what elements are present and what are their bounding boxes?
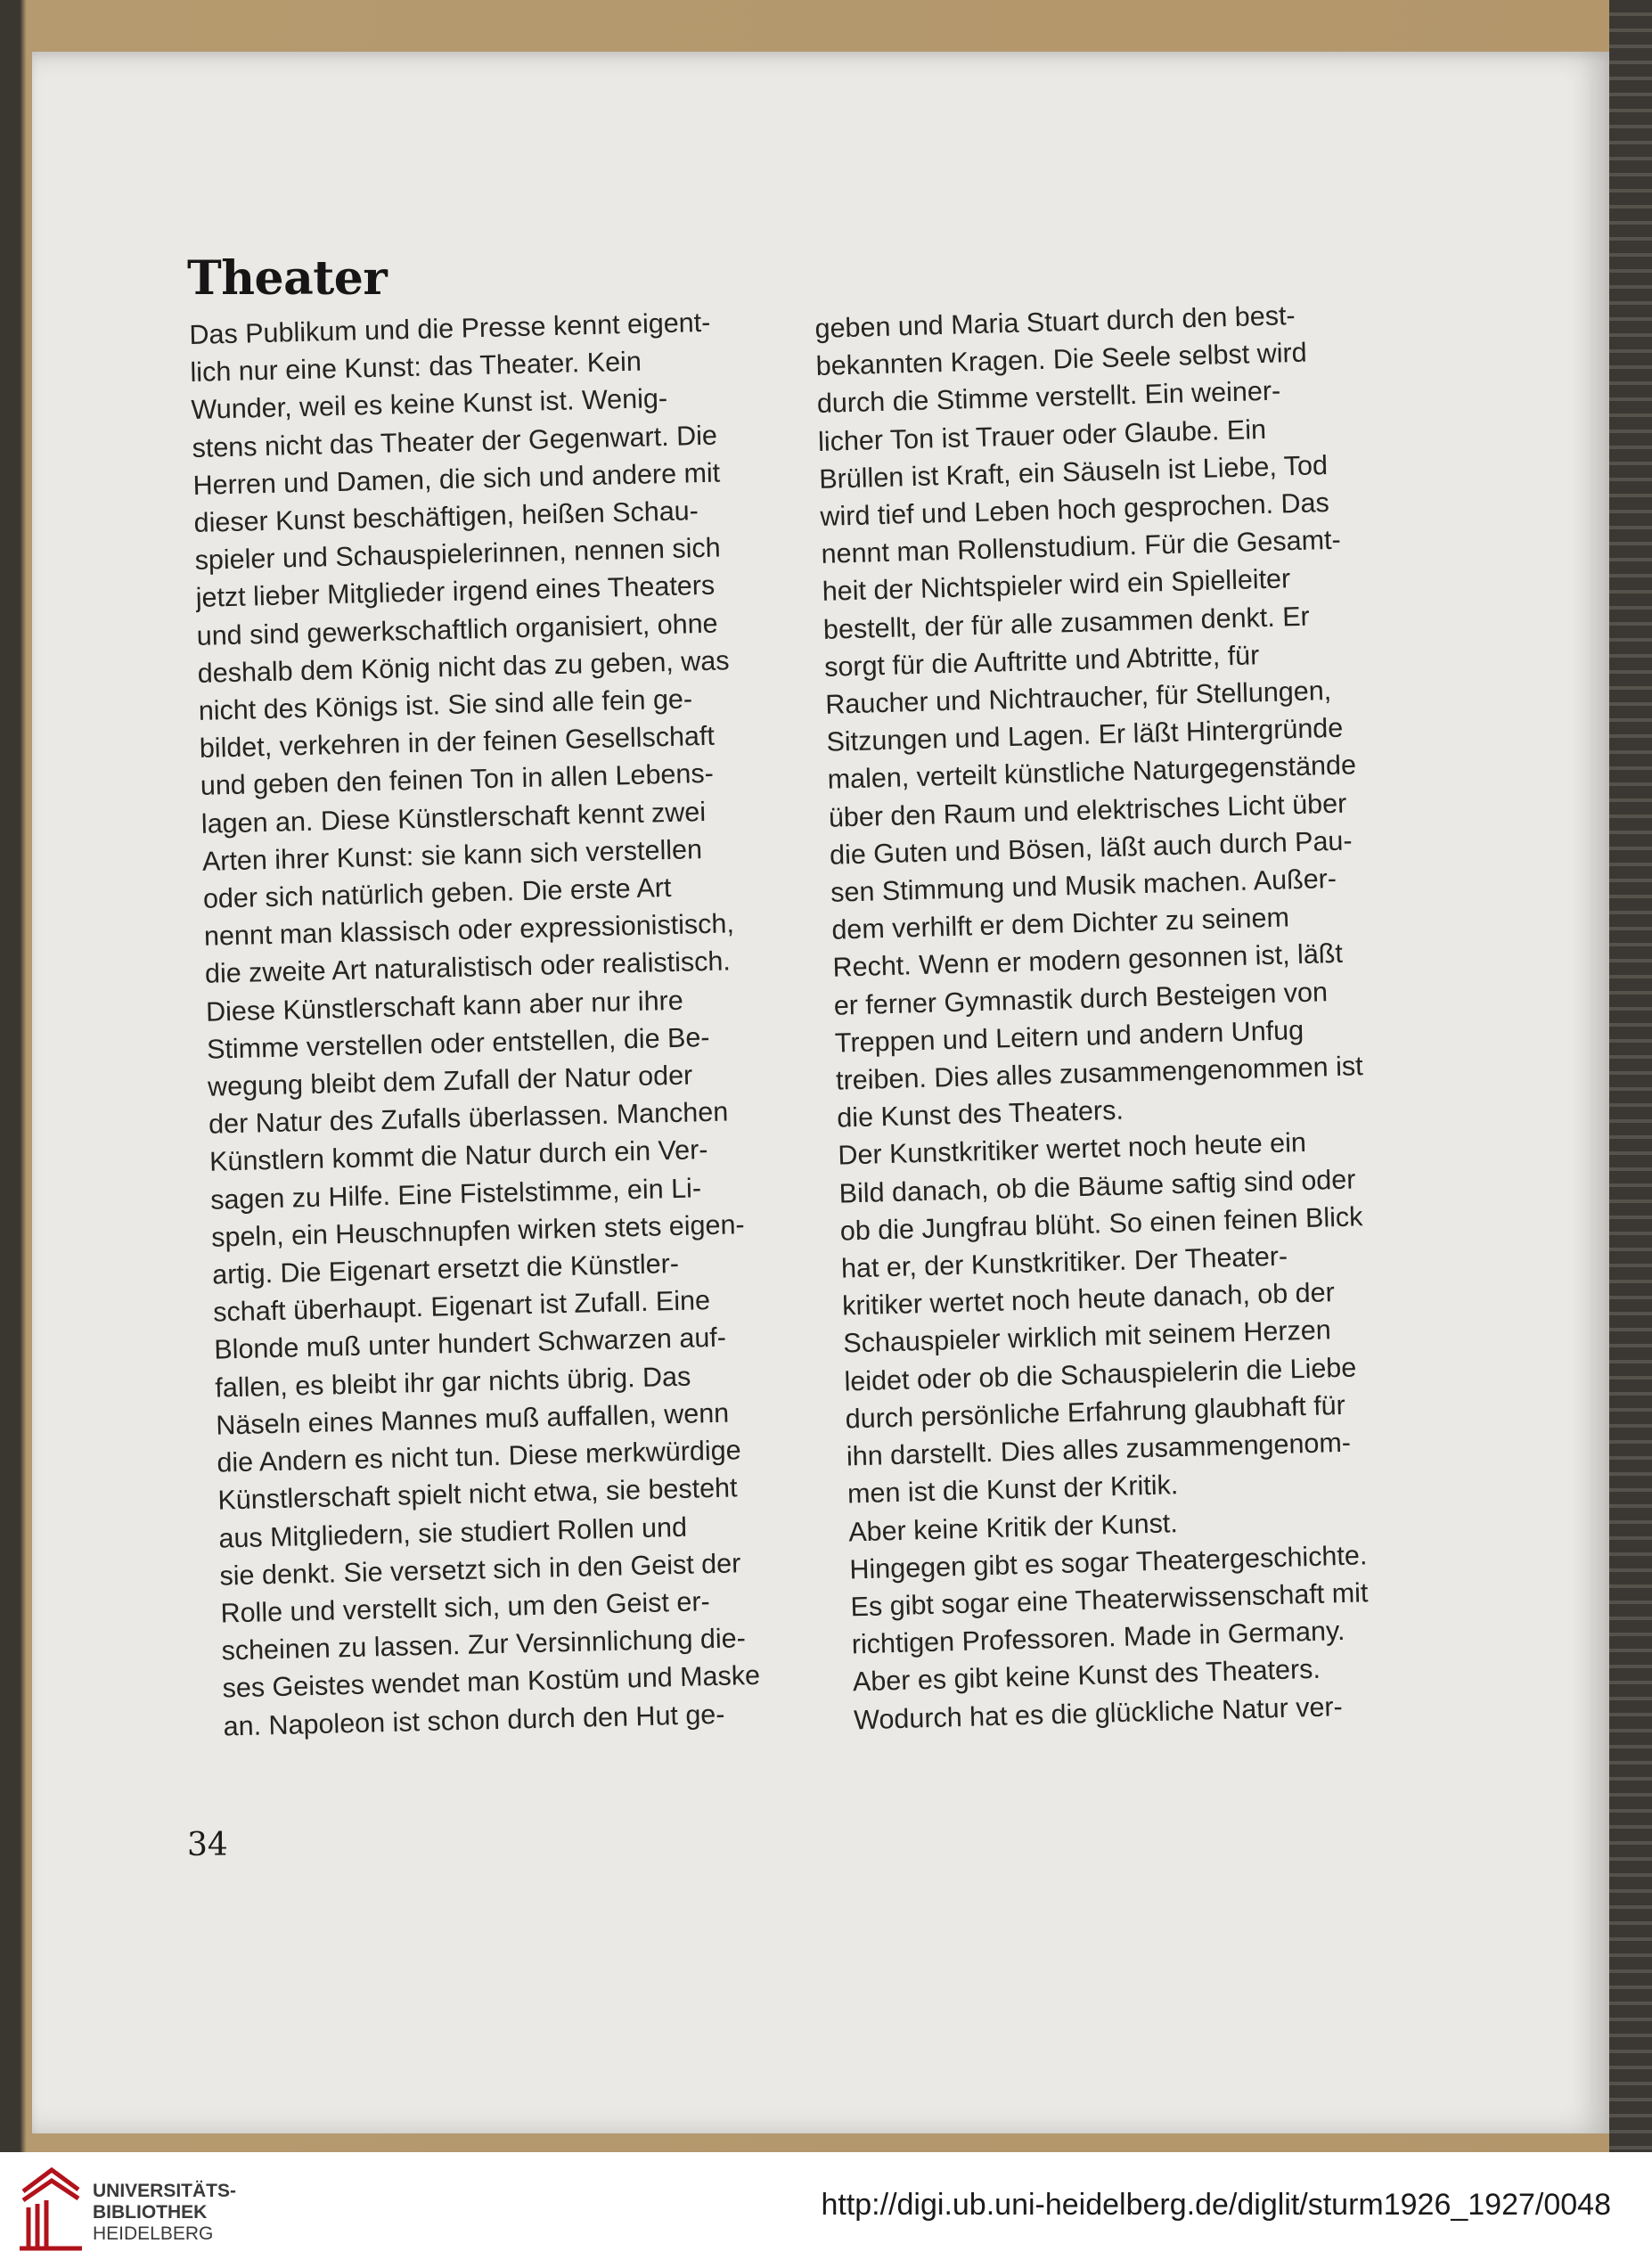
text-line: ihn darstellt. Dies alles zusammengenom- — [846, 1427, 1352, 1472]
text-line: Künstlern kommt die Natur durch ein Ver- — [209, 1134, 708, 1178]
text-line: hat er, der Kunstkritiker. Der Theater- — [840, 1240, 1288, 1284]
text-line: der Natur des Zufalls überlassen. Manchen — [208, 1096, 729, 1140]
text-line: sagen zu Hilfe. Eine Fistelstimme, ein Li- — [209, 1172, 702, 1216]
text-line: lich nur eine Kunst: das Theater. Kein — [190, 346, 642, 389]
text-line: Recht. Wenn er modern gesonnen ist, läßt — [832, 938, 1344, 984]
text-column-left — [189, 301, 838, 1745]
text-line: lagen an. Diese Künstlerschaft kennt zwei — [200, 796, 707, 839]
text-line: Aber es gibt keine Kunst des Theaters. — [852, 1654, 1321, 1698]
text-line: Herren und Damen, die sich und andere mit — [192, 457, 721, 501]
text-line: die Guten und Bösen, läßt auch durch Pau- — [829, 825, 1353, 871]
text-line: Stimme verstellen oder entstellen, die Be- — [206, 1021, 710, 1065]
text-line: sie denkt. Sie versetzt sich in den Geist der — [219, 1547, 741, 1592]
text-line: die Andern es nicht tun. Diese merkwürdige — [217, 1435, 741, 1478]
text-line: bildet, verkehren in der feinen Gesellschaft — [199, 720, 716, 765]
page-number: 34 — [187, 1827, 228, 1863]
text-line: fallen, es bleibt ihr gar nichts übrig. Das — [214, 1361, 691, 1404]
text-line: Diese Künstlerschaft kann aber nur ihre — [205, 985, 684, 1028]
text-line: bestellt, der für alle zusammen denkt. Er — [822, 601, 1311, 645]
text-line: aus Mitgliedern, sie studiert Rollen und — [218, 1511, 688, 1554]
text-line: dieser Kunst beschäftigen, heißen Schau- — [193, 495, 699, 538]
text-line: wegung bleibt dem Zufall der Natur oder — [207, 1060, 693, 1102]
logo-line-1: UNIVERSITÄTS- — [93, 2181, 237, 2201]
text-line: Künstlerschaft spielt nicht etwa, sie besteht — [217, 1472, 738, 1516]
text-line: Das Publikum und die Presse kennt eigent- — [189, 307, 711, 350]
text-line: scheinen zu lassen. Zur Versinnlichung die- — [221, 1623, 747, 1666]
text-line: Sitzungen und Lagen. Er läßt Hintergründe — [826, 712, 1344, 758]
text-line: Aber keine Kritik der Kunst. — [847, 1507, 1179, 1547]
logo-line-3: HEIDELBERG — [93, 2223, 214, 2244]
logo-line-2: BIBLIOTHEK — [93, 2202, 208, 2223]
text-line: Bild danach, ob die Bäume saftig sind oder — [838, 1164, 1356, 1209]
text-line: leidet oder ob die Schauspielerin die Liebe — [844, 1352, 1357, 1397]
text-line: Schauspieler wirklich mit seinem Herzen — [842, 1314, 1332, 1360]
text-line: durch die Stimme verstellt. Ein weiner- — [816, 375, 1281, 420]
text-line: Brüllen ist Kraft, ein Säuseln ist Liebe, Tod — [818, 449, 1329, 495]
text-line: schaft überhaupt. Eigenart ist Zufall. Eine — [212, 1285, 711, 1328]
text-line: nennt man Rollenstudium. Für die Gesamt- — [821, 524, 1342, 570]
text-line: ob die Jungfrau blüht. So einen feinen Blick — [839, 1201, 1363, 1247]
text-line: Wunder, weil es keine Kunst ist. Wenig- — [191, 383, 668, 426]
text-line: licher Ton ist Trauer oder Glaube. Ein — [817, 413, 1267, 457]
text-line: Raucher und Nichtraucher, für Stellungen, — [824, 675, 1332, 720]
text-line: ses Geistes wendet man Kostüm und Maske — [222, 1660, 761, 1704]
text-line: an. Napoleon ist schon durch den Hut ge- — [223, 1699, 725, 1742]
text-line: er ferner Gymnastik durch Besteigen von — [833, 976, 1329, 1021]
text-line: oder sich natürlich geben. Die erste Art — [202, 872, 672, 914]
text-line: Treppen und Leitern und andern Unfug — [834, 1014, 1304, 1059]
text-line: speln, ein Heuschnupfen wirken stets eigen- — [210, 1208, 745, 1253]
text-line: treiben. Dies alles zusammengenommen ist — [835, 1051, 1364, 1096]
text-line: und geben den feinen Ton in allen Lebens- — [200, 758, 715, 802]
library-logo-text — [93, 2181, 236, 2245]
text-line: heit der Nichtspieler wird ein Spielleiter — [822, 563, 1291, 608]
text-line: Rolle und verstellt sich, um den Geist er- — [220, 1586, 711, 1629]
page-title: Theater — [187, 251, 388, 306]
text-line: men ist die Kunst der Kritik. — [846, 1470, 1179, 1510]
text-line: deshalb dem König nicht das zu geben, was — [197, 645, 730, 689]
text-line: malen, verteilt künstliche Naturgegenstände — [827, 749, 1357, 796]
text-line: artig. Die Eigenart ersetzt die Künstler- — [211, 1248, 680, 1290]
text-line: wird tief und Leben hoch gesprochen. Das — [820, 487, 1330, 532]
text-line: über den Raum und elektrisches Licht über — [828, 788, 1347, 833]
text-line: Arten ihrer Kunst: sie kann sich verstellen — [201, 833, 703, 877]
text-line: Blonde muß unter hundert Schwarzen auf- — [213, 1322, 727, 1366]
text-line: kritiker wertet noch heute danach, ob der — [841, 1277, 1336, 1322]
text-line: und sind gewerkschaftlich organisiert, ohne — [196, 608, 718, 651]
viewer-footer — [0, 2152, 1652, 2268]
permalink-url[interactable]: http://digi.ub.uni-heidelberg.de/diglit/sturm1926_1927/0048 — [821, 2188, 1611, 2222]
text-line: richtigen Professoren. Made in Germany. — [851, 1616, 1345, 1660]
text-line: stens nicht das Theater der Gegenwart. Die — [192, 420, 718, 463]
text-line: Wodurch hat es die glückliche Natur ver- — [853, 1691, 1344, 1735]
text-column-right — [814, 293, 1469, 1739]
text-line: Der Kunstkritiker wertet noch heute ein — [838, 1127, 1307, 1172]
text-line: die Kunst des Theaters. — [836, 1094, 1125, 1134]
text-line: geben und Maria Stuart durch den best- — [814, 299, 1296, 344]
text-line: spieler und Schauspielerinnen, nennen sich — [194, 532, 722, 577]
text-line: Näseln eines Mannes muß auffallen, wenn — [216, 1397, 730, 1441]
text-line: durch persönliche Erfahrung glaubhaft für — [845, 1389, 1346, 1435]
text-line: nennt man klassisch oder expressionistisch, — [203, 908, 735, 953]
text-line: sorgt für die Auftritte und Abtritte, für — [823, 640, 1260, 683]
text-line: Es gibt sogar eine Theaterwissenschaft mit — [850, 1577, 1369, 1623]
text-line: sen Stimmung und Musik machen. Außer- — [830, 863, 1337, 908]
text-line: dem verhilft er dem Dichter zu seinem — [830, 902, 1290, 946]
text-line: bekannten Kragen. Die Seele selbst wird — [815, 337, 1308, 382]
text-line: die zweite Art naturalistisch oder realistisch. — [204, 946, 732, 990]
text-line: jetzt lieber Mitglieder irgend eines Theaters — [195, 570, 716, 614]
book-binding-edge — [1609, 0, 1652, 2152]
library-logo-icon[interactable] — [16, 2165, 86, 2252]
text-line: Hingegen gibt es sogar Theatergeschichte. — [848, 1539, 1368, 1585]
text-line: nicht des Königs ist. Sie sind alle fein ge- — [198, 684, 693, 726]
